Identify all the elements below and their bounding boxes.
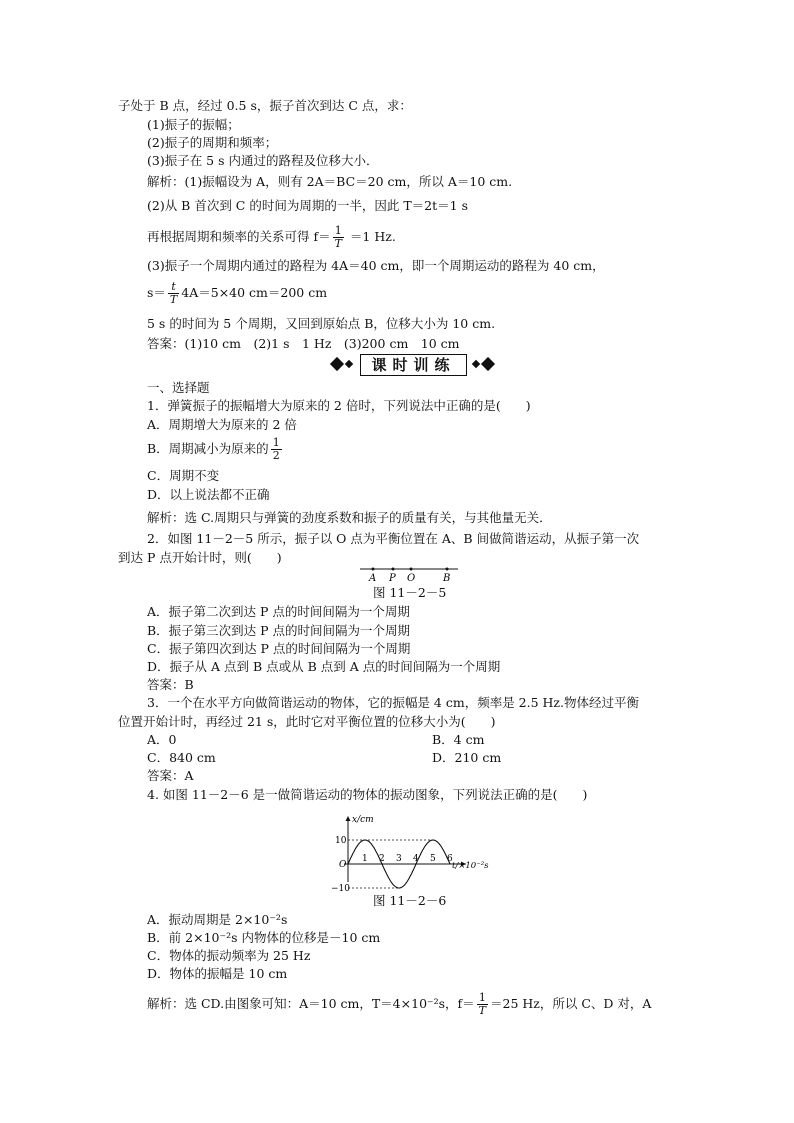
point-a-dot <box>372 568 375 571</box>
q3-stem-line-1: 3．一个在水平方向做简谐运动的物体，它的振幅是 4 cm，频率是 2.5 Hz.物体经过平衡 <box>147 695 639 710</box>
fraction-1-over-T: $\frac{1}{T}$ <box>478 991 487 1017</box>
x-tick-label: 1 <box>362 854 368 864</box>
diamond-icon <box>345 360 353 368</box>
y-axis-arrow <box>346 816 351 821</box>
analysis-line-3-end: ＝1 Hz. <box>345 229 396 244</box>
q4-option-a: A．振动周期是 2×10⁻²s <box>147 912 288 927</box>
analysis-line-4: (3)振子一个周期内通过的路程为 4A＝40 cm，即一个周期运动的路程为 40 cm， <box>147 258 605 273</box>
analysis-line-6: 5 s 的时间为 5 个周期，又回到原始点 B，位移大小为 10 cm. <box>147 316 496 331</box>
x-tick-label: 5 <box>430 854 436 864</box>
q3-option-c: C．840 cm <box>147 750 216 765</box>
q1-option-b <box>147 436 284 462</box>
s-result: 4A＝5×40 cm＝200 cm <box>181 285 328 300</box>
label-b: B <box>443 573 451 584</box>
figure-11-2-6-caption: 图 11－2－6 <box>373 893 447 908</box>
origin-label: O <box>339 860 347 870</box>
q3-option-a: A．0 <box>147 732 177 747</box>
y-axis-label: x/cm <box>352 815 374 825</box>
q3-answer: 答案：A <box>147 768 194 783</box>
q2-option-c: C．振子第四次到达 P 点的时间间隔为一个周期 <box>147 641 411 656</box>
q1-option-a: A．周期增大为原来的 2 倍 <box>147 417 297 432</box>
fraction-1-over-T: $\frac{1}{T}$ <box>334 224 342 250</box>
q3-stem-line-2: 位置开始计时，再经过 21 s，此时它对平衡位置的位移大小为( ) <box>118 714 496 729</box>
figure-11-2-5 <box>355 565 465 585</box>
label-a: A <box>369 573 377 584</box>
q4-stem: 4. 如图 11－2－6 是一做简谐运动的物体的振动图象，下列说法正确的是( ) <box>147 787 588 802</box>
analysis-line-5 <box>147 280 327 306</box>
point-b-dot <box>446 568 449 571</box>
point-o-dot <box>410 568 413 571</box>
chart-axes <box>331 815 489 892</box>
x-tick-label: 6 <box>447 854 453 864</box>
point-p-dot <box>392 568 395 571</box>
x-axis-label: t/×10⁻²s <box>452 861 489 871</box>
q1-option-c: C．周期不变 <box>147 468 220 483</box>
q1-option-b-text: B．周期减小为原来的 <box>147 441 269 456</box>
q4-option-c: C．物体的振动频率为 25 Hz <box>147 948 311 963</box>
q4-analysis-text: 解析：选 CD.由图象可知：A＝10 cm，T＝4×10⁻²s，f＝ <box>147 996 475 1011</box>
analysis-line-1: 解析：(1)振幅设为 A，则有 2A＝BC＝20 cm，所以 A＝10 cm. <box>147 174 513 189</box>
x-tick-label: 2 <box>379 854 385 864</box>
q1-analysis: 解析：选 C.周期只与弹簧的劲度系数和振子的质量有关，与其他量无关． <box>147 510 552 525</box>
q2-stem-line-2: 到达 P 点开始计时，则( ) <box>118 550 282 565</box>
example-stem-line: 子处于 B 点，经过 0.5 s，振子首次到达 C 点，求： <box>118 98 412 113</box>
q2-option-b: B．振子第三次到达 P 点的时间间隔为一个周期 <box>147 623 411 638</box>
analysis-line-2: (2)从 B 首次到 C 的时间为周期的一半，因此 T＝2t＝1 s <box>147 198 468 213</box>
diamond-icon <box>330 357 344 371</box>
x-tick-label: 3 <box>396 854 402 864</box>
q4-analysis <box>147 990 651 1018</box>
q4-analysis-end: ＝25 Hz，所以 C、D 对，A <box>490 996 652 1011</box>
y-tick-label: 10 <box>335 836 347 846</box>
q1-stem: 1．弹簧振子的振幅增大为原来的 2 倍时，下列说法中正确的是( ) <box>147 398 531 413</box>
figure-11-2-5-caption: 图 11－2－5 <box>373 585 447 600</box>
example-answer: 答案：(1)10 cm (2)1 s 1 Hz (3)200 cm 10 cm <box>147 336 460 351</box>
q2-answer: 答案：B <box>147 677 194 692</box>
q2-stem-line-1: 2．如图 11－2－5 所示，振子以 O 点为平衡位置在 A、B 间做简谐运动，从振子第一次 <box>147 531 640 546</box>
q1-option-d: D．以上说法都不正确 <box>147 487 270 502</box>
y-tick-label: −10 <box>331 884 350 892</box>
banner-title: 课时训练 <box>360 354 467 376</box>
fraction-t-over-T: $\frac{t}{T}$ <box>169 280 178 306</box>
diamond-icon <box>481 357 495 371</box>
diamond-icon <box>472 360 480 368</box>
q3-option-d: D．210 cm <box>432 750 502 765</box>
section-heading: 一、选择题 <box>147 380 210 395</box>
fraction-one-half: $\frac{1}{2}$ <box>272 436 280 462</box>
section-banner <box>330 354 495 376</box>
analysis-line-3-text: 再根据周期和频率的关系可得 f＝ <box>147 229 331 244</box>
q2-option-d: D．振子从 A 点到 B 点或从 B 点到 A 点的时间间隔为一个周期 <box>147 659 501 674</box>
analysis-line-3 <box>147 224 396 250</box>
question-part-1: (1)振子的振幅； <box>147 117 240 132</box>
q2-option-a: A．振子第二次到达 P 点的时间间隔为一个周期 <box>147 604 410 619</box>
x-tick-label: 4 <box>413 854 419 864</box>
label-o: O <box>407 573 416 584</box>
q3-option-b: B．4 cm <box>432 732 485 747</box>
question-part-3: (3)振子在 5 s 内通过的路程及位移大小． <box>147 153 379 168</box>
label-p: P <box>389 573 396 584</box>
q4-option-d: D．物体的振幅是 10 cm <box>147 966 288 981</box>
figure-11-2-6-chart <box>318 812 498 892</box>
question-part-2: (2)振子的周期和频率； <box>147 135 278 150</box>
s-equals: s＝ <box>147 285 166 300</box>
q4-option-b: B．前 2×10⁻²s 内物体的位移是－10 cm <box>147 930 381 945</box>
